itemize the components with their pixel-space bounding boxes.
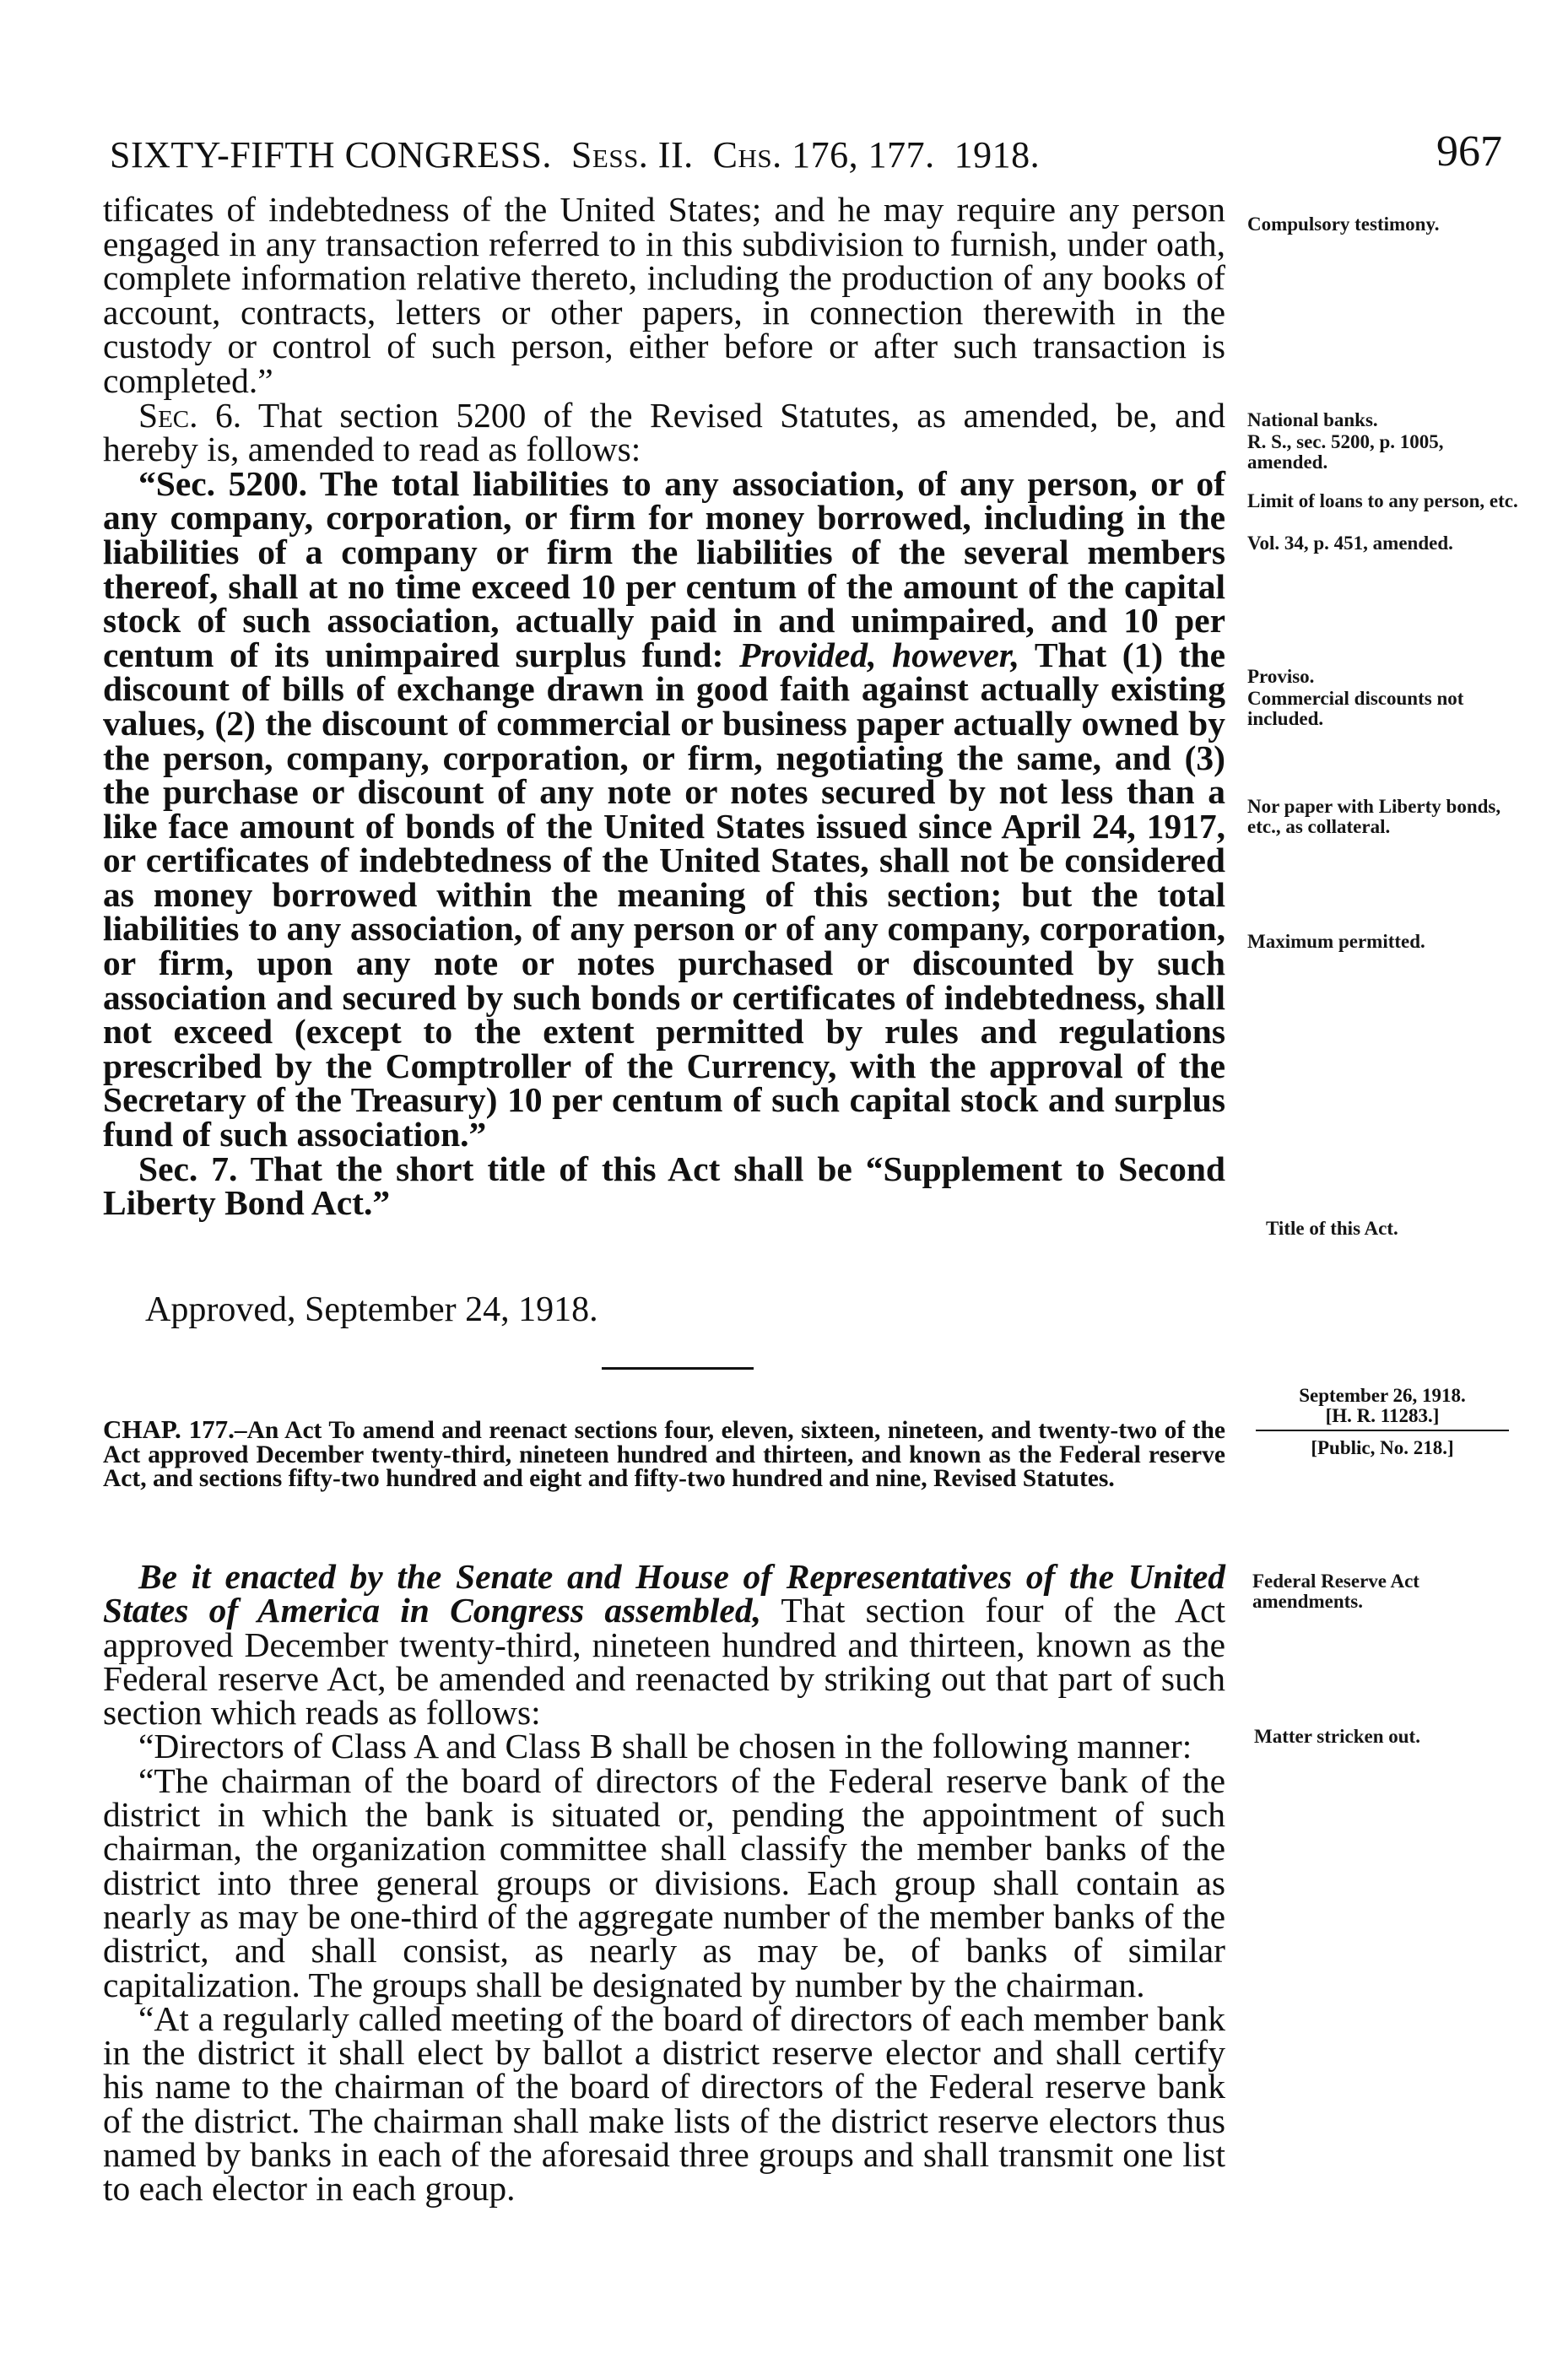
section-7-text: That the short title of this Act shall be “Supplement to Second Liberty Bond Act.”	[103, 1149, 1225, 1223]
chapter-title: –An Act To amend and reenact sections four, eleven, sixteen, nineteen, and twenty-two of the Act approved December twenty-third, nineteen hundred and thirteen, and known as the Federal reserve Act, and sections fifty-two hundred and eight and fifty-two hundred and nine, Revised Statutes.	[103, 1417, 1225, 1492]
section-divider	[602, 1367, 754, 1370]
enact-text: That section four of the Act approved December twenty-third, nineteen hundred and thirteen, known as the Federal reserve Act, be amended and reenacted by striking out that part of such section which reads as follows:	[103, 1591, 1225, 1733]
margin-note-compulsory: Compulsory testimony.	[1247, 214, 1440, 235]
enacting-clause: Be it enacted by the Senate and House of Representatives of the United States of America in Congress assembled,	[103, 1557, 1225, 1630]
page-header	[110, 127, 1502, 186]
approval-date: September 26, 1918.	[1299, 1385, 1466, 1406]
proviso-word: Provided, however,	[738, 635, 1020, 674]
chapters-label: Chs. 176, 177.	[712, 134, 935, 176]
margin-note-stricken: Matter stricken out.	[1254, 1726, 1420, 1747]
approved-line: Approved, September 24, 1918.	[145, 1290, 598, 1329]
section-5200-text-a: The total liabilities to any association, of any person, or of any company, corporation, or firm for money borrowed, including in the liabilities of a company or firm the liabilities of the several members thereof, shall at no time exceed 10 per centum of the amount of the capital stock of such association, actually paid in and unimpaired, and 10 per centum of its unimpaired surplus fund:	[103, 463, 1225, 674]
metadata-divider	[1256, 1430, 1509, 1431]
section-5200	[103, 463, 1225, 1154]
chapter-heading	[103, 1414, 1225, 1492]
section-6	[103, 395, 1225, 469]
margin-note-commercial: Commercial discounts not included.	[1247, 688, 1464, 729]
chapter-body	[103, 1557, 1225, 2209]
quoted-paragraph-2: “The chairman of the board of directors of the Federal reserve bank of the district in which the bank is situated or, pending the appointment of such chairman, the organization committee shall classify the member banks of the district into three general groups or divisions. Each group shall contain as nearly as may be one-third of the aggregate number of the member banks of the district, and shall consist, as nearly as may be, of banks of similar capitalization. The groups shall be designated by number by the chairman.	[103, 1760, 1225, 2004]
quoted-paragraph-3: “At a regularly called meeting of the board of directors of each member bank in the district it shall elect by ballot a district reserve elector and shall certify his name to the chairman of the board of directors of the Federal reserve bank of the district. The chairman shall make lists of the district reserve electors thus named by banks in each of the aforesaid three groups and shall transmit one list to each elector in each group.	[103, 1998, 1225, 2209]
chapter-number: CHAP. 177.	[103, 1414, 235, 1444]
page-number: 967	[1436, 127, 1502, 176]
margin-note-rs-ref: R. S., sec. 5200, p. 1005, amended.	[1247, 431, 1444, 473]
section-5200-text-b: That (1) the discount of bills of exchange drawn in good faith against actually existing values, (2) the discount of commercial or business paper actually owned by the person, company, corporation, or firm, negotiating the same, and (3) the purchase or discount of any note or notes secured by not less than a like face amount of bonds of the United States issued since April 24, 1917, or certificates of indebtedness of the United States, shall not be considered as money borrowed within the meaning of this section; but the total liabilities to any association, of any person or of any company, corporation, or firm, upon any note or notes purchased or discounted by such association and secured by such bonds or certificates of indebtedness, shall not exceed (except to the extent permitted by rules and regulations prescribed by the Comptroller of the Currency, with the approval of the Secretary of the Treasury) 10 per centum of such capital stock and surplus fund of such association.”	[103, 635, 1225, 1154]
margin-note-maximum: Maximum permitted.	[1247, 931, 1425, 952]
session-label: Sess. II.	[570, 134, 694, 176]
margin-note-vol-ref: Vol. 34, p. 451, amended.	[1247, 533, 1453, 554]
section-6-text: That section 5200 of the Revised Statutes, as amended, be, and hereby is, amended to read as follows:	[103, 395, 1225, 469]
paragraph-continuation: tificates of indebtedness of the United States; and he may require any person engaged in any transaction referred to in this subdivision to furnish, under oath, complete information relative thereto, including the production of any books of account, contracts, letters or other papers, in connection therewith in the custody or control of such person, either before or after such transaction is completed.”	[103, 190, 1225, 400]
year-label: 1918.	[954, 134, 1041, 176]
main-text-block	[103, 190, 1225, 1223]
public-law-number: [Public, No. 218.]	[1311, 1437, 1454, 1458]
section-7	[103, 1149, 1225, 1223]
quoted-paragraph-1: “Directors of Class A and Class B shall be chosen in the following manner:	[138, 1727, 1192, 1766]
section-5200-label: “Sec. 5200.	[138, 463, 308, 503]
margin-note-limit-loans: Limit of loans to any person, etc.	[1247, 490, 1518, 511]
bill-number: [H. R. 11283.]	[1325, 1405, 1440, 1426]
margin-note-frb-amendments: Federal Reserve Act amendments.	[1252, 1571, 1419, 1612]
congress-title: SIXTY-FIFTH CONGRESS.	[110, 134, 552, 176]
margin-note-nor-paper: Nor paper with Liberty bonds, etc., as collateral.	[1247, 796, 1501, 837]
enacting-paragraph	[103, 1557, 1225, 1733]
section-7-label: Sec. 7.	[138, 1149, 238, 1188]
margin-note-national-banks: National banks.	[1247, 409, 1378, 430]
running-head	[110, 133, 1040, 176]
chapter-metadata	[1247, 1386, 1517, 1458]
section-6-label: Sec. 6.	[138, 395, 242, 435]
margin-note-title: Title of this Act.	[1266, 1218, 1398, 1239]
margin-note-proviso: Proviso.	[1247, 666, 1315, 687]
